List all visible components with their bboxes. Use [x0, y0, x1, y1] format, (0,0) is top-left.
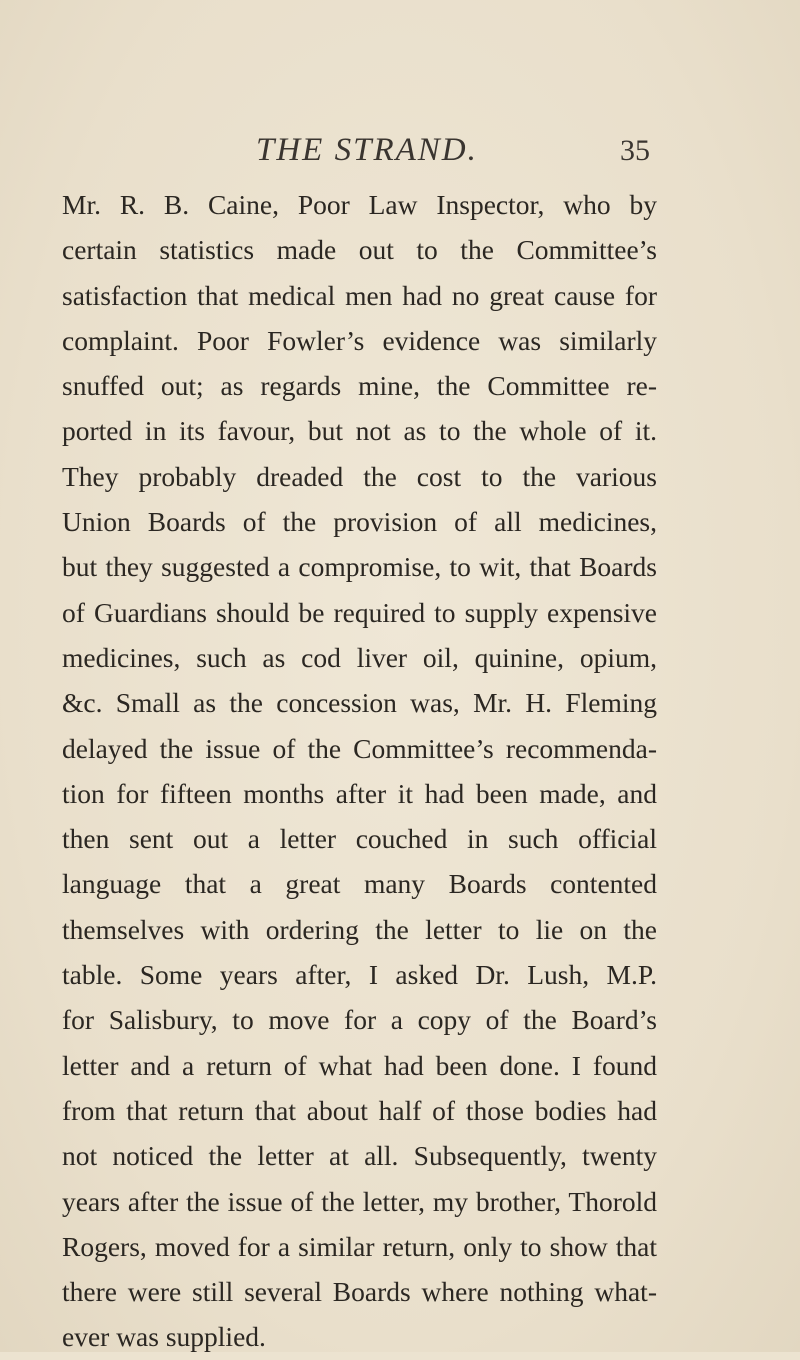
text-line: tion for fifteen months after it had been made, and [62, 777, 657, 809]
text-line: Mr. R. B. Caine, Poor Law Inspector, who by [62, 189, 657, 220]
text-line: table. Some years after, I asked Dr. Lush, M.P. [62, 959, 657, 991]
text-line: Union Boards of the provision of all medicines, [62, 506, 657, 538]
page-number: 35 [620, 134, 650, 167]
text-line: there were still several Boards where nothing what- [62, 1276, 657, 1308]
running-title: THE STRAND. [256, 132, 478, 168]
text-line: complaint. Poor Fowler’s evidence was similarly [62, 324, 657, 356]
text-line: not noticed the letter at all. Subsequently, twenty [62, 1140, 657, 1172]
text-line: but they suggested a compromise, to wit, that Boards [62, 551, 657, 583]
text-line: medicines, such as cod liver oil, quinine, opium, [62, 641, 657, 673]
text-line: certain statistics made out to the Committee’s [62, 234, 657, 266]
text-line: &c. Small as the concession was, Mr. H. Fleming [62, 687, 657, 719]
text-line: satisfaction that medical men had no great cause for [62, 279, 657, 311]
text-line: delayed the issue of the Committee’s recommenda- [62, 732, 657, 764]
text-line: snuffed out; as regards mine, the Committee re- [62, 370, 657, 402]
text-line: ever was supplied. [62, 1321, 266, 1353]
text-line: years after the issue of the letter, my brother, Thorold [62, 1185, 657, 1217]
running-head [0, 128, 800, 172]
text-line: then sent out a letter couched in such official [62, 823, 657, 855]
body-paragraph [62, 182, 657, 1360]
text-line: ported in its favour, but not as to the whole of it. [62, 415, 657, 447]
text-line: of Guardians should be required to supply expensive [62, 596, 657, 628]
text-line: language that a great many Boards contented [62, 868, 657, 900]
text-line: for Salisbury, to move for a copy of the Board’s [62, 1004, 657, 1036]
text-line: They probably dreaded the cost to the various [62, 460, 657, 492]
text-line: from that return that about half of those bodies had [62, 1094, 657, 1126]
text-line: letter and a return of what had been done. I found [62, 1049, 657, 1081]
text-line: themselves with ordering the letter to lie on the [62, 913, 657, 945]
text-line: Rogers, moved for a similar return, only to show that [62, 1230, 657, 1262]
